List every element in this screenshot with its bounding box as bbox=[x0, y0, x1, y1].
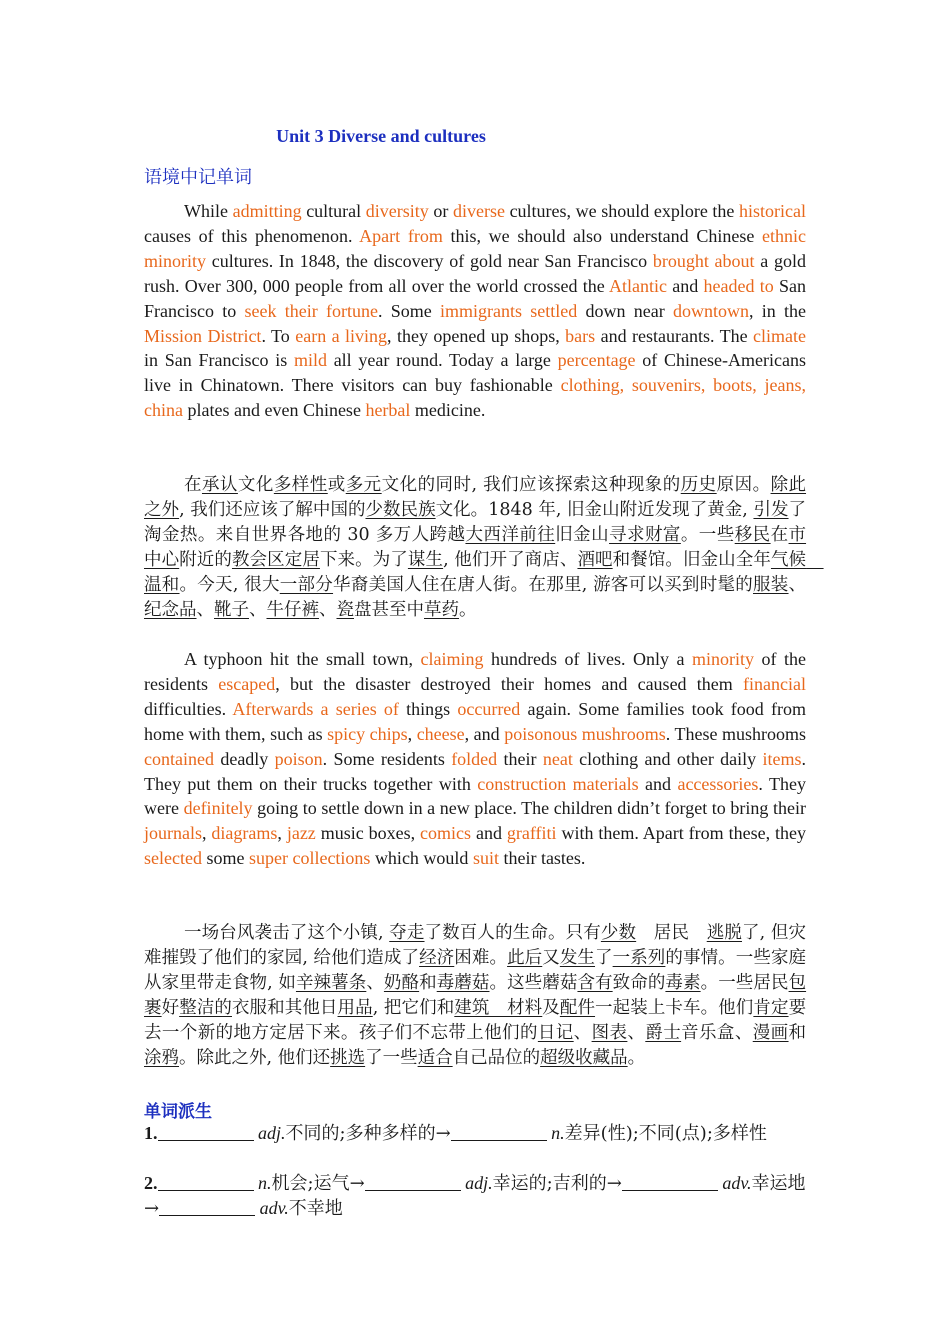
text-run: 下来。为了 bbox=[319, 549, 408, 570]
keyword: comics bbox=[420, 823, 472, 844]
text-run: again. Some families took food from home with them, such as bbox=[144, 698, 806, 744]
text-run: things bbox=[398, 698, 458, 719]
keyword: Atlantic bbox=[609, 275, 667, 296]
keyword: seek their fortune bbox=[244, 300, 378, 321]
text-run: 致命的 bbox=[612, 972, 666, 993]
keyword: suit bbox=[472, 848, 499, 869]
keyword: ethnic minority bbox=[144, 225, 806, 271]
keyword: cheese bbox=[416, 723, 465, 744]
keyword-translation: 服装 bbox=[753, 574, 789, 595]
text-run: 旧金山 bbox=[555, 524, 610, 545]
keyword: journals bbox=[144, 823, 202, 844]
text-run: music boxes, bbox=[315, 823, 421, 844]
keyword: claiming bbox=[420, 649, 484, 669]
part-of-speech: adj. bbox=[253, 1123, 286, 1143]
keyword-translation: 包裹 bbox=[144, 972, 807, 1018]
keyword-translation: 经济 bbox=[419, 947, 455, 968]
keyword-translation: 含有 bbox=[577, 972, 613, 993]
keyword-translation: 毒素 bbox=[665, 972, 701, 993]
part-of-speech: adv. bbox=[255, 1198, 289, 1218]
text-run: 了一些 bbox=[365, 1047, 418, 1068]
keyword-translation: 多样性 bbox=[273, 475, 328, 495]
passage-2-chinese bbox=[144, 921, 806, 1070]
keyword-translation: 除此之外 bbox=[144, 475, 807, 520]
definition-text: 差异(性);不同(点);多样性 bbox=[564, 1123, 767, 1144]
keyword: definitely bbox=[183, 798, 253, 819]
text-run: 了, 但灾难摧毁了他们的家园, 给他们造成了 bbox=[144, 923, 807, 968]
text-run: 了淘金热。来自世界各地的 30 多万人跨越 bbox=[144, 499, 807, 545]
keyword-translation: 肯定 bbox=[753, 997, 789, 1018]
keyword: neat bbox=[542, 748, 573, 769]
keyword: herbal bbox=[365, 400, 411, 421]
text-run: , bbox=[407, 723, 417, 744]
keyword: Afterwards a series of bbox=[232, 698, 399, 719]
text-run: in San Francisco is bbox=[144, 350, 294, 371]
answer-blank[interactable] bbox=[158, 1124, 254, 1141]
text-run: of Chinese-Americans live in Chinatown. There visitors can buy fashionable bbox=[144, 350, 806, 396]
keyword: diversity bbox=[365, 201, 429, 221]
keyword: jazz bbox=[286, 823, 316, 844]
text-run: 、 bbox=[319, 599, 337, 620]
text-run: with them. Apart from these, they bbox=[556, 823, 806, 844]
keyword: diverse bbox=[452, 201, 505, 221]
keyword-translation: 大西洋前往 bbox=[465, 524, 556, 545]
keyword-translation: 配件 bbox=[559, 997, 596, 1018]
text-run: 在 bbox=[770, 524, 789, 545]
text-run: clothing and other daily bbox=[572, 748, 763, 769]
keyword-translation: 寻求财富 bbox=[609, 524, 681, 545]
keyword-translation: 涂鸦 bbox=[144, 1047, 179, 1068]
text-run: or bbox=[428, 201, 453, 221]
text-run: cultures. In 1848, the discovery of gold near San Francisco bbox=[206, 250, 653, 271]
text-run: and restaurants. The bbox=[595, 325, 754, 346]
keyword: graffiti bbox=[506, 823, 557, 844]
text-run: , they opened up shops, bbox=[387, 325, 566, 346]
keyword: accessories bbox=[677, 773, 759, 794]
keyword: diagrams bbox=[211, 823, 278, 844]
answer-blank[interactable] bbox=[622, 1174, 718, 1191]
keyword: selected bbox=[144, 848, 202, 869]
text-run: cultural bbox=[301, 201, 366, 221]
text-run: , 他们开了商店、 bbox=[443, 549, 578, 570]
part-of-speech: n. bbox=[546, 1123, 565, 1143]
text-run: going to settle down in a new place. The children didn’t forget to bring their bbox=[252, 798, 806, 819]
text-run: 。一些居民 bbox=[700, 972, 789, 993]
keyword-translation: 毒蘑菇 bbox=[436, 972, 490, 993]
text-run: , but the disaster destroyed their homes and caused them bbox=[275, 673, 744, 694]
text-run: 居民 bbox=[636, 923, 707, 943]
keyword: items bbox=[762, 748, 802, 769]
keyword: super collections bbox=[248, 848, 371, 869]
text-run: 。 bbox=[627, 1047, 646, 1068]
text-run: 、 bbox=[249, 599, 267, 620]
keyword-translation: 漫画 bbox=[752, 1022, 789, 1043]
text-run: and bbox=[638, 773, 678, 794]
text-run: 自己品位的 bbox=[452, 1047, 541, 1068]
keyword: poison bbox=[274, 748, 323, 769]
exercise-number: 2. bbox=[144, 1173, 158, 1193]
section-heading-context-vocab: 语境中记单词 bbox=[144, 167, 252, 188]
keyword: mild bbox=[293, 350, 327, 371]
definition-text: 不幸地 bbox=[288, 1198, 343, 1219]
keyword: clothing, souvenirs, boots, jeans, china bbox=[144, 375, 806, 421]
definition-text: 机会;运气→ bbox=[271, 1173, 365, 1194]
keyword-translation: 移民 bbox=[734, 524, 771, 545]
text-run: medicine. bbox=[410, 400, 486, 421]
keyword-translation: 日记 bbox=[537, 1022, 574, 1043]
text-run: this, we should also understand Chinese bbox=[442, 225, 763, 246]
text-run: 原因。 bbox=[716, 475, 771, 495]
keyword: escaped bbox=[218, 673, 276, 694]
keyword-translation: 谋生 bbox=[407, 549, 444, 570]
text-run: 、 bbox=[627, 1022, 646, 1043]
keyword-translation: 图表 bbox=[591, 1022, 628, 1043]
text-run: 好 bbox=[161, 997, 180, 1018]
keyword-translation: 多元 bbox=[345, 475, 382, 495]
passage-1-chinese bbox=[144, 473, 824, 622]
text-run: 。这些蘑菇 bbox=[489, 972, 578, 993]
keyword-translation: 超级收藏品 bbox=[540, 1047, 628, 1068]
part-of-speech: adv. bbox=[717, 1173, 752, 1193]
keyword-translation: 发生 bbox=[559, 947, 596, 968]
text-run: some bbox=[201, 848, 249, 869]
text-run: , 我们还应该了解中国的 bbox=[179, 499, 366, 520]
text-run: 华裔美国人住在唐人街。在那里, 游客可以买到时髦的 bbox=[333, 574, 753, 595]
text-run: 了 bbox=[595, 947, 613, 968]
text-run: 在 bbox=[184, 475, 202, 495]
keyword-translation: 适合 bbox=[417, 1047, 453, 1068]
part-of-speech: n. bbox=[253, 1173, 272, 1193]
keyword: financial bbox=[743, 673, 807, 694]
text-run: which would bbox=[370, 848, 473, 869]
keyword-translation: 瓷 bbox=[336, 599, 354, 620]
text-run: and bbox=[471, 823, 507, 844]
text-run: difficulties. bbox=[144, 698, 233, 719]
text-run: . Some residents bbox=[322, 748, 452, 769]
keyword-translation: 整洁的 bbox=[179, 997, 232, 1018]
keyword-translation: 气候 温和 bbox=[144, 549, 824, 595]
exercise-2 bbox=[144, 1171, 806, 1221]
text-run: 。 bbox=[459, 599, 477, 620]
text-run: , 把它们和 bbox=[372, 997, 455, 1018]
keyword: historical bbox=[739, 201, 807, 221]
definition-text: 幸运地→ bbox=[144, 1173, 806, 1219]
keyword-translation: 草药 bbox=[424, 599, 459, 620]
keyword: occurred bbox=[457, 698, 521, 719]
answer-blank[interactable] bbox=[451, 1124, 547, 1141]
exercise-1 bbox=[144, 1121, 806, 1146]
keyword-translation: 建筑 材料 bbox=[454, 997, 543, 1018]
text-run: 又 bbox=[542, 947, 560, 968]
keyword-translation: 酒吧 bbox=[577, 549, 613, 570]
page-title: Unit 3 Diverse and cultures bbox=[276, 126, 486, 146]
text-run: plates and even Chinese bbox=[182, 400, 366, 421]
text-run: 文化。1848 年, 旧金山附近发现了黄金, bbox=[435, 499, 754, 520]
text-run: . These mushrooms bbox=[665, 723, 806, 744]
text-run: 、 bbox=[788, 574, 807, 595]
definition-text: 不同的;多种多样的→ bbox=[285, 1123, 451, 1144]
keyword-translation: 承认 bbox=[201, 475, 238, 495]
text-run: 的事情。一些家庭从家里带走食物, 如 bbox=[144, 947, 807, 993]
text-run: 和 bbox=[419, 972, 437, 993]
text-run: While bbox=[184, 201, 233, 221]
keyword-translation: 奶酪 bbox=[383, 972, 420, 993]
text-run: a gold rush. Over 300, 000 people from all over the world crossed the bbox=[144, 250, 806, 296]
keyword-translation: 市中心 bbox=[144, 524, 807, 570]
text-run: , in the bbox=[748, 300, 806, 321]
text-run: 一场台风袭击了这个小镇, bbox=[184, 923, 390, 943]
text-run: A typhoon hit the small town, bbox=[184, 649, 421, 669]
keyword-translation: 引发 bbox=[753, 499, 789, 520]
keyword-translation: 挑选 bbox=[330, 1047, 366, 1068]
text-run: 和 bbox=[788, 1022, 807, 1043]
text-run: cultures, we should explore the bbox=[504, 201, 740, 221]
answer-blank[interactable] bbox=[159, 1199, 255, 1216]
keyword: admitting bbox=[232, 201, 302, 221]
text-run: causes of this phenomenon. bbox=[144, 225, 360, 246]
text-run: 要去一个新的地方定居下来。孩子们不忘带上他们的 bbox=[144, 997, 807, 1043]
keyword: contained bbox=[144, 748, 214, 769]
keyword: bars bbox=[565, 325, 596, 346]
keyword: folded bbox=[451, 748, 498, 769]
keyword-translation: 辛辣薯条 bbox=[295, 972, 367, 993]
text-run: 、 bbox=[366, 972, 384, 993]
exercise-number: 1. bbox=[144, 1123, 158, 1143]
keyword: downtown bbox=[672, 300, 749, 321]
text-run: , bbox=[277, 823, 287, 844]
text-run: 及 bbox=[542, 997, 560, 1018]
text-run: 一起装上卡车。他们 bbox=[595, 997, 754, 1018]
text-run: . To bbox=[261, 325, 296, 346]
keyword-translation: 少数民族 bbox=[365, 499, 436, 520]
keyword-translation: 用品 bbox=[337, 997, 373, 1018]
text-run: 附近的 bbox=[179, 549, 232, 570]
text-run: deadly bbox=[213, 748, 275, 769]
keyword: percentage bbox=[557, 350, 636, 371]
keyword-translation: 历史 bbox=[680, 475, 717, 495]
keyword-translation: 靴子 bbox=[214, 599, 249, 620]
keyword: headed to bbox=[703, 275, 774, 296]
keyword-translation: 教会区定居 bbox=[231, 549, 320, 570]
passage-2-english bbox=[144, 647, 806, 871]
answer-blank[interactable] bbox=[158, 1174, 254, 1191]
keyword: earn a living bbox=[295, 325, 388, 346]
keyword: immigrants settled bbox=[439, 300, 578, 321]
text-run: San Francisco to bbox=[144, 275, 807, 321]
part-of-speech: adj. bbox=[460, 1173, 493, 1193]
keyword: climate bbox=[753, 325, 806, 346]
text-run: all year round. Today a large bbox=[326, 350, 558, 371]
text-run: 。除此之外, 他们还 bbox=[179, 1047, 331, 1068]
text-run: , and bbox=[464, 723, 505, 744]
answer-blank[interactable] bbox=[365, 1174, 461, 1191]
section-heading-derivation: 单词派生 bbox=[144, 1102, 212, 1122]
text-run: , bbox=[202, 823, 212, 844]
text-run: 、 bbox=[196, 599, 214, 620]
text-run: 文化的同时, 我们应该探索这种现象的 bbox=[381, 475, 681, 495]
keyword: Apart from bbox=[359, 225, 443, 246]
keyword: spicy chips bbox=[327, 723, 408, 744]
keyword: minority bbox=[692, 649, 755, 669]
keyword-translation: 纪念品 bbox=[144, 599, 197, 620]
text-run: 。今天, 很大 bbox=[179, 574, 280, 595]
text-run: of the residents bbox=[144, 649, 807, 694]
text-run: and bbox=[667, 275, 704, 296]
keyword-translation: 一系列 bbox=[612, 947, 666, 968]
keyword: brought about bbox=[652, 250, 755, 271]
keyword: construction materials bbox=[477, 773, 639, 794]
keyword-translation: 一部分 bbox=[279, 574, 334, 595]
text-run: 文化 bbox=[237, 475, 274, 495]
keyword: poisonous mushrooms bbox=[504, 723, 666, 744]
text-run: 。一些 bbox=[680, 524, 735, 545]
keyword-translation: 少数 bbox=[600, 923, 637, 943]
passage-1-english bbox=[144, 199, 806, 423]
keyword-translation: 逃脱 bbox=[706, 923, 742, 943]
text-run: 了数百人的生命。只有 bbox=[424, 923, 601, 943]
keyword-translation: 爵士 bbox=[645, 1022, 682, 1043]
text-run: 或 bbox=[327, 475, 346, 495]
text-run: . Some bbox=[377, 300, 440, 321]
keyword-translation: 夺走 bbox=[389, 923, 425, 943]
text-run: . They were bbox=[144, 773, 806, 819]
text-run: 盘甚至中 bbox=[354, 599, 424, 620]
keyword: Mission District bbox=[144, 325, 262, 346]
text-run: 衣服和其他日 bbox=[231, 997, 338, 1018]
definition-text: 幸运的;吉利的→ bbox=[492, 1173, 622, 1194]
text-run: 音乐盒、 bbox=[681, 1022, 753, 1043]
keyword-translation: 此后 bbox=[507, 947, 543, 968]
text-run: hundreds of lives. Only a bbox=[483, 649, 693, 669]
text-run: . They put them on their trucks together with bbox=[144, 748, 806, 794]
text-run: down near bbox=[577, 300, 673, 321]
text-run: 和餐馆。旧金山全年 bbox=[612, 549, 771, 570]
keyword-translation: 牛仔裤 bbox=[266, 599, 319, 620]
text-run: their tastes. bbox=[498, 848, 586, 869]
text-run: their bbox=[497, 748, 543, 769]
text-run: 困难。 bbox=[454, 947, 508, 968]
text-run: 、 bbox=[573, 1022, 592, 1043]
